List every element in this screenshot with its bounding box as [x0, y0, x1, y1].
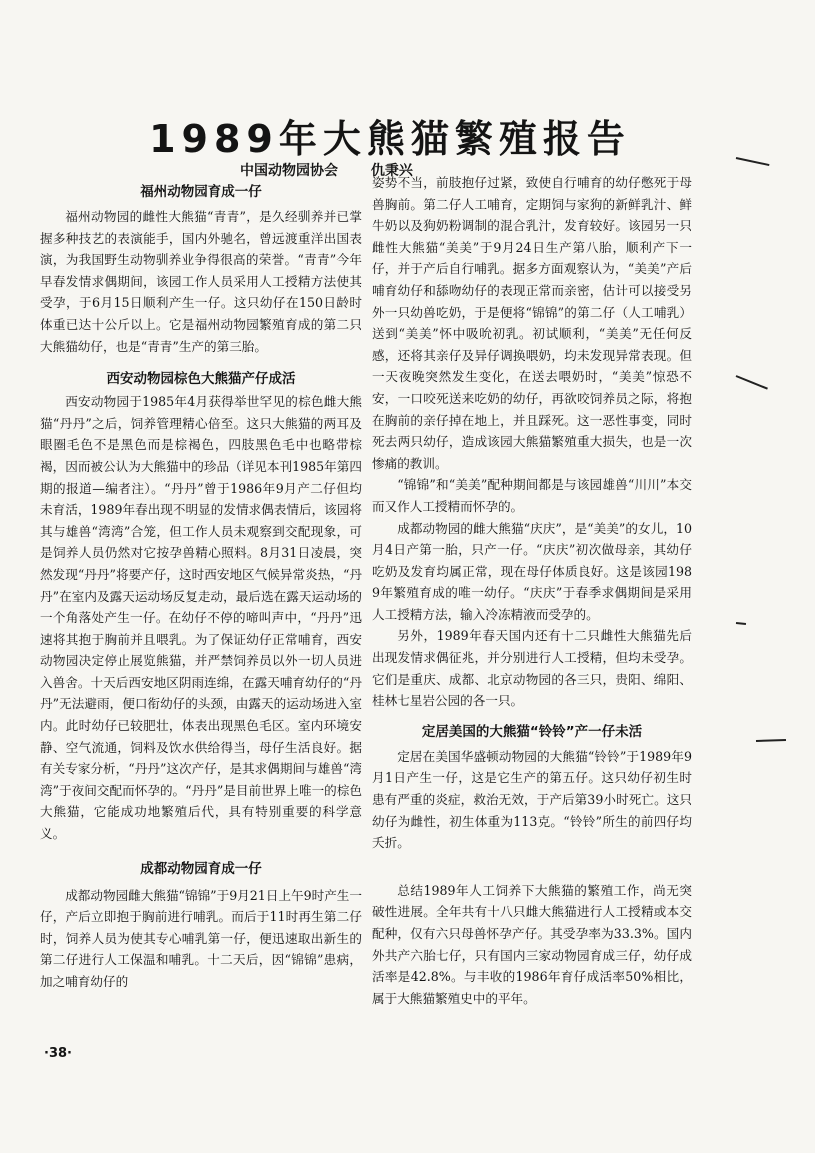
section-heading-xian: 西安动物园棕色大熊猫产仔成活: [106, 371, 296, 388]
scan-mark: [756, 739, 786, 742]
scan-mark: [736, 375, 768, 390]
right-column: [372, 172, 692, 1009]
scan-mark: [736, 157, 770, 166]
byline-author: 仇秉兴: [370, 163, 413, 179]
section-heading-fuzhou: 福州动物园育成一仔: [140, 184, 262, 200]
paragraph-summary: 总结1989年人工饲养下大熊猫的繁殖工作，尚无突破性进展。全年共有十八只雌大熊猫进行人工授精或本交配种，仅有六只母兽怀孕产仔。其受孕率为33.3%。国内外共产六胎七仔，只有国内三家动物园育成三仔，幼仔成活率是42.8%。与丰收的1986年育仔成活率50%相比，属于大熊猫繁殖史中的平年。: [372, 882, 692, 1006]
paragraph-xian: 西安动物园于1985年4月获得举世罕见的棕色雌大熊猫“丹丹”之后，饲养管理精心倍至。这只大熊猫的两耳及眼圈毛色不是黑色而是棕褐色，四肢黑色毛中也略带棕褐，因而被公认为大熊猫中的珍品（详见本刊1985年第四期的报道—编者注）。“丹丹”曾于1986年9月产二仔但均未育活，1989年春出现不明显的发情求偶表情后，该园将其与雄兽“湾湾”合笼，但工作人员未观察到交配现象，可是饲养人员仍然对它按孕兽精心照料。8月31日凌晨，突然发现“丹丹”将要产仔，这时西安地区气候异常炎热，“丹丹”在室内及露天运动场反复走动，最后选在露天运动场的一个角落处产生一仔。在幼仔不停的啼叫声中，“丹丹”迅速将其抱于胸前并且喂乳。为了保证幼仔正常哺育，西安动物园决定停止展览熊猫，并严禁饲养员以外一切人员进入兽舍。十天后西安地区阴雨连绵，在露天哺育幼仔的“丹丹”无法避雨，便口衔幼仔的头颈，由露天的运动场进入室内。此时幼仔已较肥壮，体表出现黑色毛区。室内环境安静、空气流通，饲料及饮水供给得当，母仔生活良好。据有关专家分析，“丹丹”这次产仔，是其求偶期间与雄兽“湾湾”于夜间交配而怀孕的。“丹丹”是目前世界上唯一的棕色大熊猫，它能成功地繁殖后代，具有特别重要的科学意义。: [40, 394, 362, 842]
paragraph-usa: 定居在美国华盛顿动物园的大熊猫“铃铃”于1989年9月1日产生一仔，这是它生产的第五仔。这只幼仔初生时患有严重的炎症，救治无效，于产后第39小时死亡。这只幼仔为雌性，初生体重为113克。“铃铃”所生的前四仔均夭折。: [372, 748, 692, 851]
byline-organization: 中国动物园协会: [240, 163, 338, 179]
section-heading-usa: 定居美国的大熊猫“铃铃”产一仔未活: [421, 723, 643, 740]
section-heading-chengdu: 成都动物园育成一仔: [140, 860, 262, 877]
paragraph-chengdu-mating: “锦锦”和“美美”配种期间都是与该园雄兽“川川”本交而又作人工授精而怀孕的。: [372, 477, 692, 514]
paragraph-other-zoos: 另外，1989年春天国内还有十二只雌性大熊猫先后出现发情求偶征兆，并分别进行人工授精，但均未受孕。它们是重庆、成都、北京动物园的各三只，贵阳、绵阳、桂林七星岩公园的各一只。: [372, 628, 692, 709]
paragraph-chengdu-part1: 成都动物园雌大熊猫“锦锦”于9月21日上午9时产生一仔，产后立即抱于胸前进行哺乳。而后于11时再生第二仔时，饲养人员为使其专心哺乳第一仔，便迅速取出新生的第二仔进行人工保温和哺乳。十二天后，因“锦锦”患病，加之哺育幼仔的: [40, 887, 362, 989]
scan-mark: [736, 622, 746, 625]
paragraph-chengdu-part2: 姿势不当，前肢抱仔过紧，致使自行哺育的幼仔憋死于母兽胸前。第二仔人工哺育，定期饲与家狗的新鲜乳汁、鲜牛奶以及狗奶粉调制的混合乳汁，发育较好。该园另一只雌性大熊猫“美美”于9月24日生产第八胎，顺利产下一仔，并于产后自行哺乳。据多方面观察认为，“美美”产后哺育幼仔和舔吻幼仔的表现正常而亲密，估计可以接受另外一只幼兽吃奶，于是便将“锦锦”的第二仔（人工哺乳）送到“美美”怀中吸吮初乳。初试顺利，“美美”无任何反感，还将其亲仔及异仔调换喂奶，均未发现异常表现。但一天夜晚突然发生变化，在送去喂奶时，“美美”惊恐不安，一口咬死送来吃奶的幼仔，再欲咬饲养员之际，将抱在胸前的亲仔掉在地上，并且踩死。这一恶性事变，同时死去两只幼仔，造成该园大熊猫繁殖重大损失，也是一次惨痛的教训。: [372, 175, 692, 471]
paragraph-chengdu-qingqing: 成都动物园的雌大熊猫“庆庆”，是“美美”的女儿，10月4日产第一胎，只产一仔。“庆庆”初次做母亲，其幼仔吃奶及发育均属正常，现在母仔体质良好。这是该园1989年繁殖育成的唯一幼仔。“庆庆”于春季求偶期间是采用人工授精方法，输入冷冻精液而受孕的。: [372, 520, 692, 622]
left-column: [40, 172, 362, 993]
paragraph-fuzhou: 福州动物园的雌性大熊猫“青青”，是久经驯养并已掌握多种技艺的表演能手，国内外驰名，曾远渡重洋出国表演，为我国野生动物驯养业争得很高的荣誉。“青青”今年早春发情求偶期间，该园工作人员采用人工授精方法使其受孕，于6月15日顺利产生一仔。这只幼仔在150日龄时体重已达十公斤以上。它是福州动物园繁殖育成的第二只大熊猫幼仔，也是“青青”生产的第三胎。: [40, 209, 362, 354]
article-title: 1989年大熊猫繁殖报告: [149, 117, 631, 161]
page-number: ·38·: [44, 1046, 72, 1061]
